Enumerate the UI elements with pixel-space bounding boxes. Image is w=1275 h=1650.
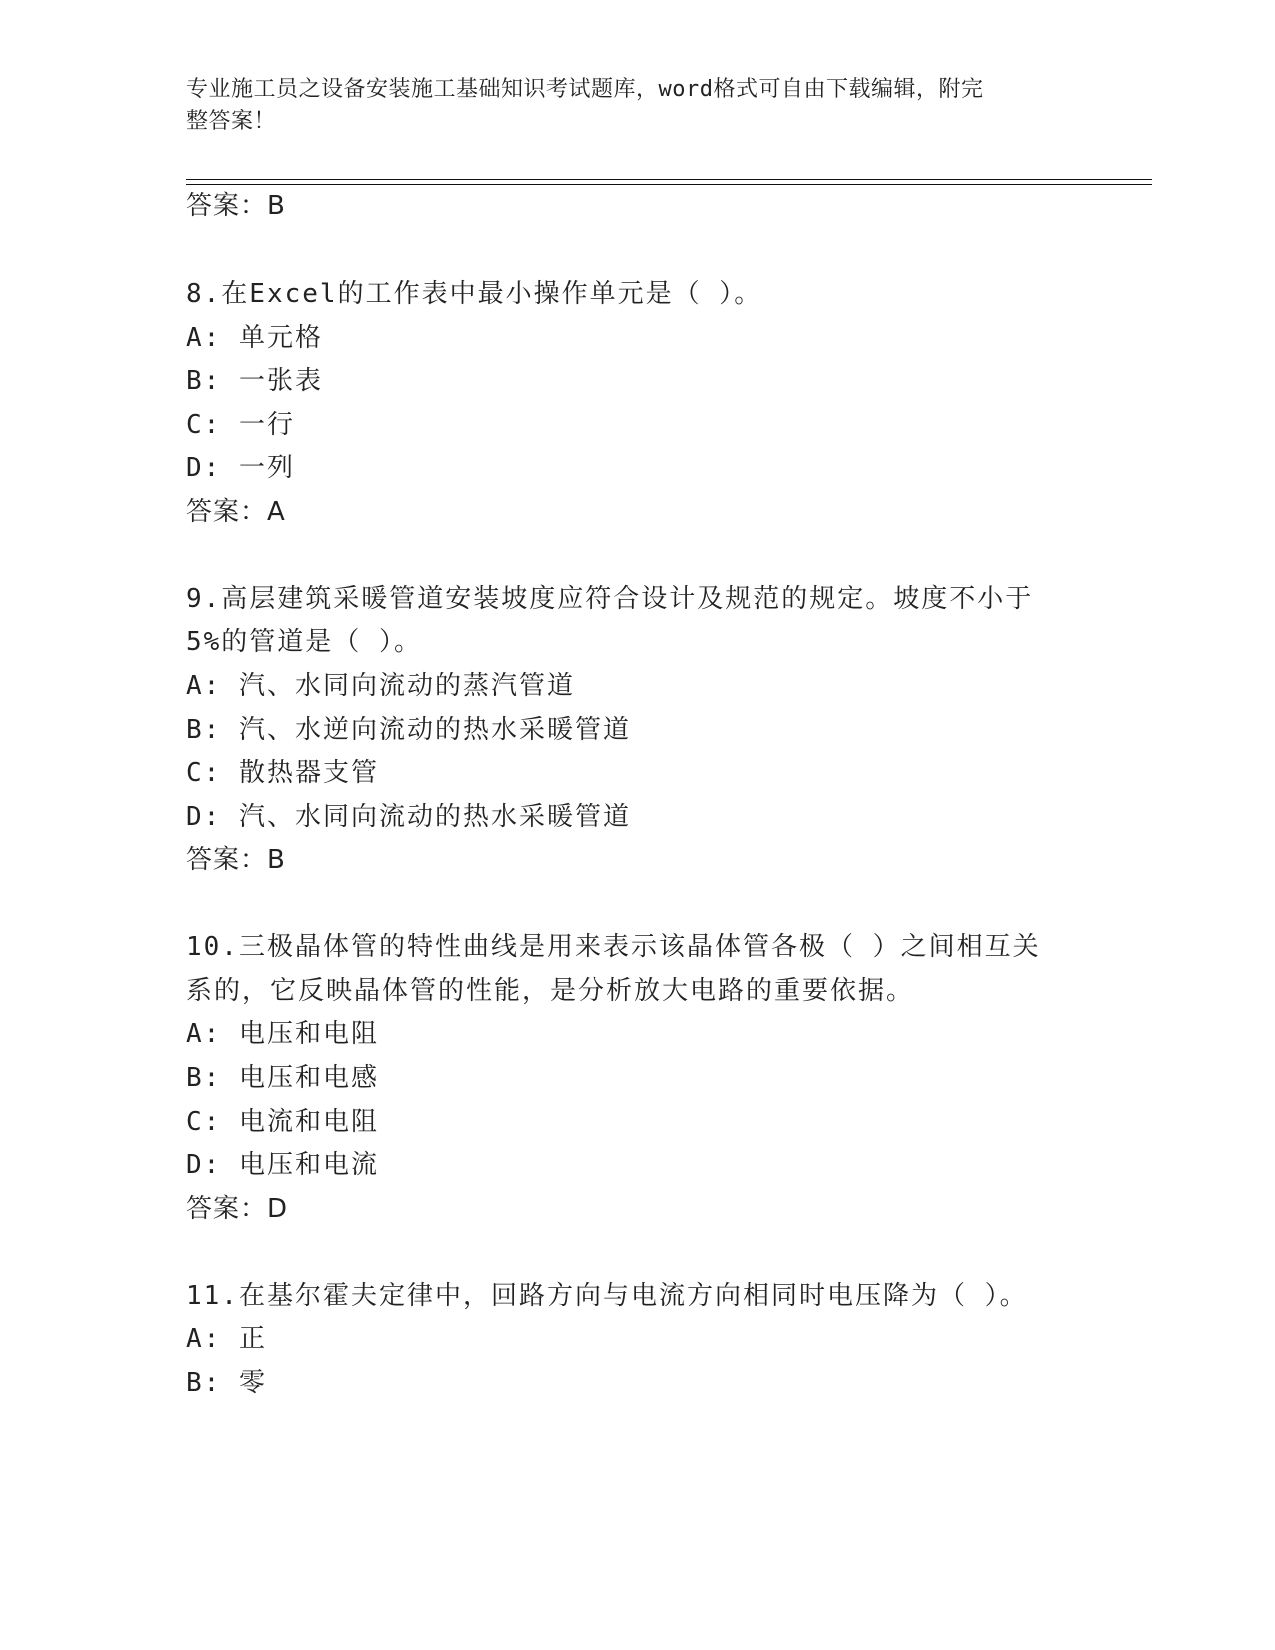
question-8-stem: 8.在Excel的工作表中最小操作单元是（ ）。 xyxy=(186,279,763,309)
question-10-stem-line-1: 10.三极晶体管的特性曲线是用来表示该晶体管各极（ ）之间相互关 xyxy=(186,932,1041,962)
question-8-option-a: A: 单元格 xyxy=(186,323,323,353)
header-line-1: 专业施工员之设备安装施工基础知识考试题库，word格式可自由下载编辑，附完 xyxy=(186,77,984,102)
question-9-stem-line-1: 9.高层建筑采暖管道安装坡度应符合设计及规范的规定。坡度不小于 xyxy=(186,584,1034,614)
question-9-answer: 答案：B xyxy=(186,845,286,875)
question-10-option-c: C: 电流和电阻 xyxy=(186,1107,379,1137)
question-9-option-b: B: 汽、水逆向流动的热水采暖管道 xyxy=(186,715,631,745)
question-10-option-d: D: 电压和电流 xyxy=(186,1150,379,1180)
header-rule-top xyxy=(186,179,1152,180)
question-10-answer: 答案：D xyxy=(186,1194,289,1224)
question-10-option-b: B: 电压和电感 xyxy=(186,1063,379,1093)
question-8-answer: 答案：A xyxy=(186,497,286,527)
question-10-stem-line-2: 系的，它反映晶体管的性能，是分析放大电路的重要依据。 xyxy=(186,976,915,1006)
question-9-stem-line-2: 5%的管道是（ ）。 xyxy=(186,627,422,657)
question-11-option-b: B: 零 xyxy=(186,1368,267,1398)
question-10-option-a: A: 电压和电阻 xyxy=(186,1019,379,1049)
question-9-option-a: A: 汽、水同向流动的蒸汽管道 xyxy=(186,671,575,701)
question-9-option-c: C: 散热器支管 xyxy=(186,758,379,788)
question-11-option-a: A: 正 xyxy=(186,1324,267,1354)
question-8-option-c: C: 一行 xyxy=(186,410,295,440)
question-8-option-b: B: 一张表 xyxy=(186,366,323,396)
question-9-option-d: D: 汽、水同向流动的热水采暖管道 xyxy=(186,802,631,832)
question-8-option-d: D: 一列 xyxy=(186,453,295,483)
previous-answer: 答案：B xyxy=(186,191,286,221)
header-rule-bottom xyxy=(186,184,1152,185)
document-header xyxy=(186,74,1066,138)
header-line-2: 整答案！ xyxy=(186,109,277,134)
question-11-stem: 11.在基尔霍夫定律中，回路方向与电流方向相同时电压降为（ ）。 xyxy=(186,1281,1028,1311)
